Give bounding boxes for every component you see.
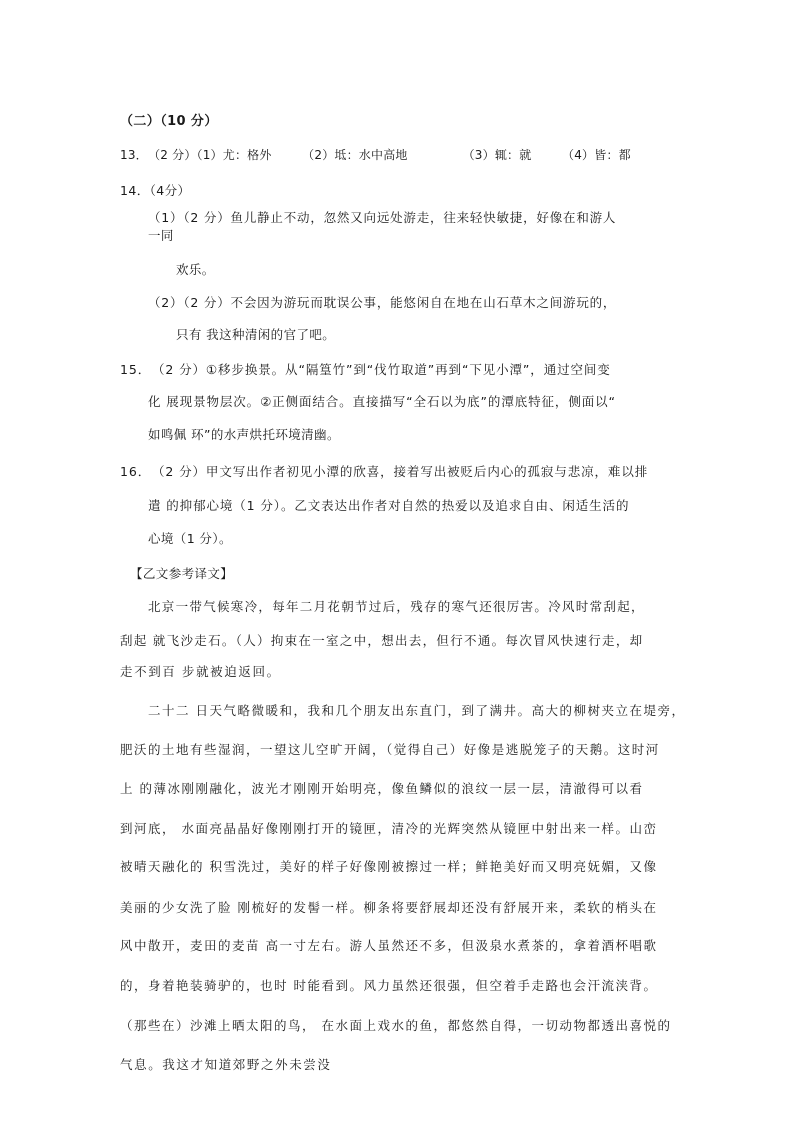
translation-line-3: 走不到百 步就被迫返回。 xyxy=(120,664,281,679)
q16-line1: 16． （2 分）甲文写出作者初见小潭的欣喜，接着写出被贬后内心的孤寂与悲凉，难以排 xyxy=(120,464,649,479)
translation-line-8: 被晴天融化的 积雪洗过，美好的样子好像刚被擦过一样；鲜艳美好而又明亮妩媚，又像 xyxy=(120,859,658,874)
translation-line-10: 风中散开，麦田的麦苗 高一寸左右。游人虽然还不多，但汲泉水煮茶的，拿着酒杯唱歌 xyxy=(120,938,658,953)
section-title: （二）（10 分） xyxy=(120,114,218,129)
q14-part2-line1: （2）（2 分）不会因为游玩而耽误公事，能悠闲自在地在山石草木之间游玩的， xyxy=(148,295,617,310)
q15-line1: 15． （2 分）①移步换景。从“隔篁竹”到“伐竹取道”再到“下见小潭”，通过空间变 xyxy=(120,362,611,377)
translation-line-1: 北京一带气候寒冷，每年二月花朝节过后，残存的寒气还很厉害。冷风时常刮起， xyxy=(148,599,645,614)
q16-line2: 遣 的抑郁心境（1 分）。乙文表达出作者对自然的热爱以及追求自由、闲适生活的 xyxy=(148,498,630,513)
translation-line-13: 气息。我这才知道郊野之外未尝没 xyxy=(120,1057,332,1072)
translation-line-2: 刮起 就飞沙走石。（人）拘束在一室之中，想出去，但行不通。每次冒风快速行走，却 xyxy=(120,633,644,648)
translation-line-11: 的，身着艳装骑驴的，也时 时能看到。风力虽然还很强，但空着手走路也会汗流浃背。 xyxy=(120,978,658,993)
q16-line3: 心境（1 分）。 xyxy=(148,531,232,546)
translation-line-7: 到河底， 水面亮晶晶好像刚刚打开的镜匣，清冷的光辉突然从镜匣中射出来一样。山峦 xyxy=(120,821,658,836)
q14-part2-line2: 只有 我这种清闲的官了吧。 xyxy=(176,327,336,342)
translation-line-5: 肥沃的土地有些湿润，一望这儿空旷开阔，（觉得自己）好像是逃脱笼子的天鹅。这时河 xyxy=(120,742,660,757)
translation-line-4: 二十二 日天气略微暖和，我和几个朋友出东直门，到了满井。高大的柳树夹立在堤旁， xyxy=(148,703,686,718)
q14-part1-line2: 一同 xyxy=(148,228,174,243)
q15-line2: 化 展现景物层次。②正侧面结合。直接描写“全石以为底”的潭底特征，侧面以“ xyxy=(148,394,616,409)
translation-heading: 【乙文参考译文】 xyxy=(130,566,234,581)
translation-line-6: 上 的薄冰刚刚融化，波光才刚刚开始明亮，像鱼鳞似的浪纹一层一层，清澈得可以看 xyxy=(120,781,644,796)
q14-part1-line3: 欢乐。 xyxy=(176,262,215,277)
q13-answer: 13． （2 分）（1）尤：格外 （2）坻：水中高地 （3）辄：就 （4）皆：都 xyxy=(120,148,631,162)
q15-line3: 如鸣佩 环”的水声烘托环境清幽。 xyxy=(148,427,340,442)
q14-part1-line1: （1）（2 分）鱼儿静止不动，忽然又向远处游走，往来轻快敏捷，好像在和游人 xyxy=(148,210,617,225)
translation-line-12: （那些在）沙滩上晒太阳的鸟， 在水面上戏水的鱼，都悠然自得，一切动物都透出喜悦的 xyxy=(120,1018,672,1033)
q14-heading: 14．（4分） xyxy=(120,183,191,198)
translation-line-9: 美丽的少女洗了脸 刚梳好的发髻一样。柳条将要舒展却还没有舒展开来，柔软的梢头在 xyxy=(120,900,658,915)
